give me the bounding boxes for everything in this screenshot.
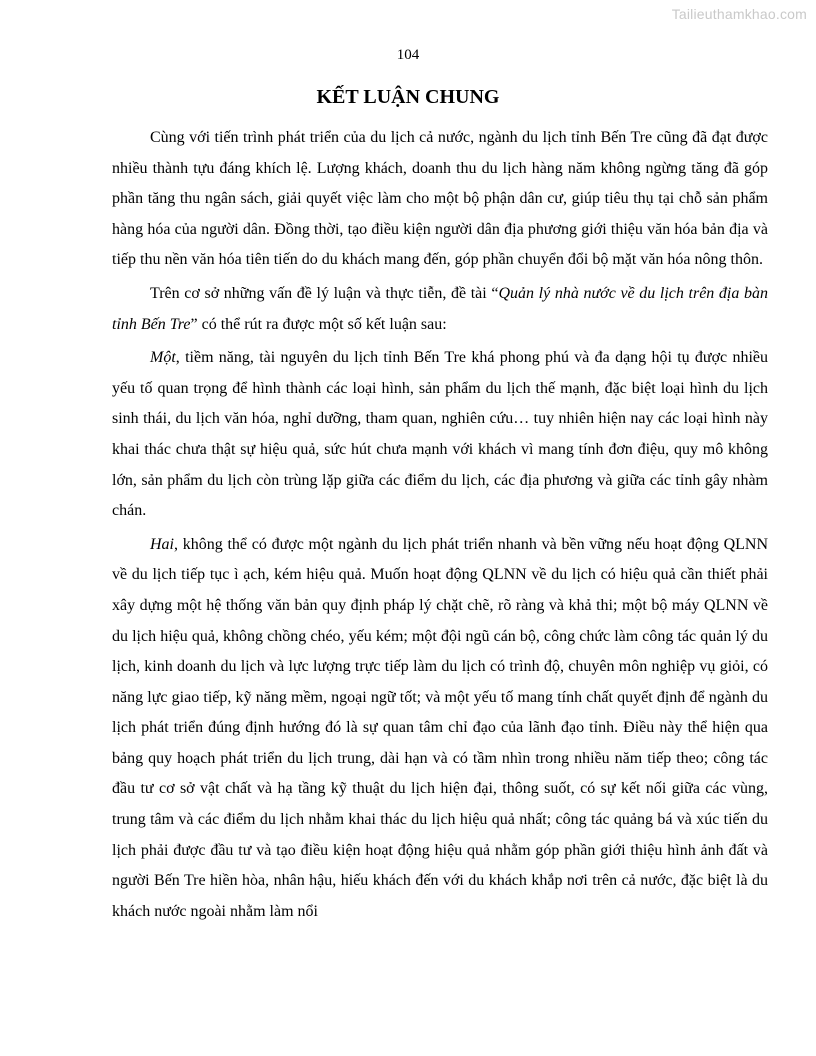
paragraph-conclusion-one bbox=[112, 343, 768, 527]
page-title: KẾT LUẬN CHUNG bbox=[316, 86, 500, 108]
conclusion-one-text: , tiềm năng, tài nguyên du lịch tỉnh Bến Tre khá phong phú và đa dạng hội tụ được nhiều yếu tố quan trọng để hình thành các loại hình, sản phẩm du lịch thế mạnh, đặc biệt loại hình du lịch sinh thái, du lịch văn hóa, nghỉ dưỡng, tham quan, nghiên cứu… tuy nhiên hiện nay các loại hình này khai thác chưa thật sự hiệu quả, sức hút chưa mạnh với khách vì mang tính đơn điệu, quy mô không lớn, sản phẩm du lịch còn trùng lặp giữa các điểm du lịch, các địa phương và giữa các tỉnh gây nhàm chán. bbox=[112, 349, 768, 520]
page-number: 104 bbox=[396, 47, 420, 63]
paragraph-intro bbox=[112, 123, 768, 276]
paragraph-intro-text: Cùng với tiến trình phát triển của du lịch cả nước, ngành du lịch tỉnh Bến Tre cũng đã đạt được nhiều thành tựu đáng khích lệ. Lượng khách, doanh thu du lịch hàng năm không ngừng tăng đã góp phần tăng thu ngân sách, giải quyết việc làm cho một bộ phận dân cư, giúp tiêu thụ tại chỗ sản phẩm hàng hóa của người dân. Đồng thời, tạo điều kiện người dân địa phương giới thiệu văn hóa bản địa và tiếp thu nền văn hóa tiên tiến do du khách mang đến, góp phần chuyển đổi bộ mặt văn hóa nông thôn. bbox=[112, 129, 768, 269]
conclusion-one-lead: Một bbox=[150, 349, 176, 367]
conclusion-two-text: , không thể có được một ngành du lịch phát triển nhanh và bền vững nếu hoạt động QLNN về du lịch tiếp tục ì ạch, kém hiệu quả. Muốn hoạt động QLNN về du lịch có hiệu quả cần thiết phải xây dựng một hệ thống văn bản quy định pháp lý chặt chẽ, rõ ràng và khả thi; một bộ máy QLNN về du lịch hiệu quả, không chồng chéo, yếu kém; một đội ngũ cán bộ, công chức làm công tác quản lý du lịch, kinh doanh du lịch và lực lượng trực tiếp làm du lịch có trình độ, chuyên môn nghiệp vụ giỏi, có năng lực giao tiếp, kỹ năng mềm, ngoại ngữ tốt; và một yếu tố mang tính chất quyết định để ngành du lịch phát triển đúng định hướng đó là sự quan tâm chỉ đạo của lãnh đạo tỉnh. Điều này thể hiện qua bảng quy hoạch phát triển du lịch trung, dài hạn và có tầm nhìn trong nhiều năm tiếp theo; công tác đầu tư cơ sở vật chất và hạ tầng kỹ thuật du lịch hiện đại, thông suốt, có sự kết nối giữa các vùng, trung tâm và các điểm du lịch nhằm khai thác du lịch hiệu quả nhất; công tác quảng bá và xúc tiến du lịch phải được đầu tư và tạo điều kiện hoạt động hiệu quả nhằm góp phần giới thiệu hình ảnh đất và người Bến Tre hiền hòa, nhân hậu, hiếu khách đến với du khách khắp nơi trên cả nước, đặc biệt là du khách nước ngoài nhằm làm nổi bbox=[112, 535, 768, 920]
paragraph-thesis bbox=[112, 279, 768, 340]
thesis-title-italic: Quản lý nhà nước về du lịch trên địa bàn tỉnh Bến Tre bbox=[112, 284, 768, 333]
watermark-text: Tailieuthamkhao.com bbox=[671, 6, 807, 22]
thesis-text-after: ” có thể rút ra được một số kết luận sau: bbox=[190, 315, 447, 333]
conclusion-two-lead: Hai bbox=[150, 535, 174, 553]
thesis-text-before: Trên cơ sở những vấn đề lý luận và thực tiễn, đề tài “ bbox=[150, 284, 499, 302]
paragraph-conclusion-two bbox=[112, 530, 768, 928]
document-body bbox=[112, 123, 768, 930]
